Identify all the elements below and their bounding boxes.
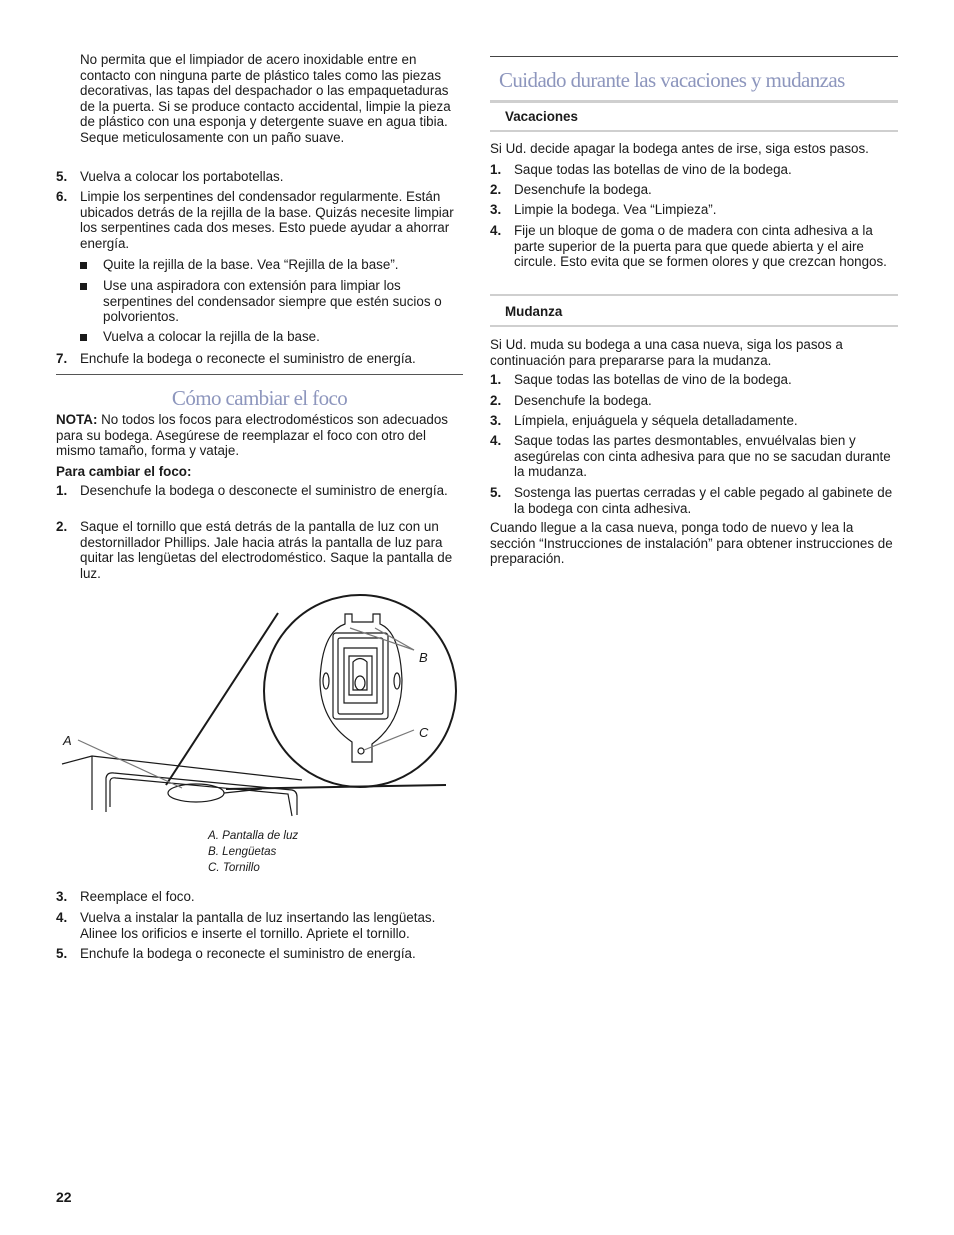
subheading-vacaciones: Vacaciones bbox=[505, 109, 578, 124]
section-heading-focus: Cómo cambiar el foco bbox=[171, 386, 348, 410]
step-item: 5. Enchufe la bodega o reconecte el suministro de energía. bbox=[56, 946, 416, 961]
nota-text: No todos los focos para electrodomésticos son adecuados para su bodega. Asegúrese de reemplazar el foco con otro del mismo tamaño, forma y vataje. bbox=[56, 412, 448, 459]
step-item: 2. Desenchufe la bodega. bbox=[490, 182, 652, 197]
vacaciones-intro: Si Ud. decide apagar la bodega antes de irse, siga estos pasos. bbox=[490, 141, 869, 156]
bullet-item: Use una aspiradora con extensión para limpiar los serpentines del condensador siempre que estén sucios o polvorientos. bbox=[80, 278, 463, 325]
section-divider bbox=[56, 374, 463, 375]
subheading-band-vacaciones bbox=[490, 104, 898, 132]
step-item: 7. Enchufe la bodega o reconecte el suministro de energía. bbox=[56, 351, 416, 366]
subheading-para-cambiar: Para cambiar el foco: bbox=[56, 464, 192, 479]
step-item: 3. Reemplace el foco. bbox=[56, 889, 195, 904]
step-item: 4. Vuelva a instalar la pantalla de luz insertando las lengüetas. Alinee los orificios e inserte el tornillo. Apriete el tornillo. bbox=[56, 910, 436, 941]
bullet-square-icon bbox=[80, 334, 87, 341]
step-item: 1. Saque todas las botellas de vino de la bodega. bbox=[490, 162, 792, 177]
subheading-mudanza: Mudanza bbox=[505, 304, 563, 319]
step-item: 6. Limpie los serpentines del condensador regularmente. Están ubicados detrás de la rejilla de la base. Quizás necesite limpiar los serpentines cada dos meses. Esto puede ayudar a ahorrar energía. bbox=[56, 189, 454, 251]
illustration-label-c: C bbox=[419, 725, 429, 740]
section-top-rule bbox=[490, 56, 898, 57]
illustration-caption: A. Pantalla de luz B. Lengüetas C. Tornillo bbox=[208, 829, 299, 874]
step-item: 5. Sostenga las puertas cerradas y el cable pegado al gabinete de la bodega con cinta adhesiva. bbox=[490, 485, 893, 516]
step-item: 3. Limpie la bodega. Vea “Limpieza”. bbox=[490, 202, 717, 217]
step-item: 4. Fije un bloque de goma o de madera con cinta adhesiva a la parte superior de la puerta para que quede abierta y el aire circule. Esto evita que se formen olores y que crezcan hongos. bbox=[490, 223, 887, 270]
step-item: 4. Saque todas las partes desmontables, envuélvalas bien y asegúrelas con cinta adhesiva para que no se sacudan durante la mudanza. bbox=[490, 433, 891, 480]
subheading-rule bbox=[490, 294, 898, 296]
subheading-band-mudanza bbox=[490, 297, 898, 327]
section-heading-vacaciones-mudanzas: Cuidado durante las vacaciones y mudanzas bbox=[499, 68, 845, 92]
light-shield-illustration bbox=[56, 588, 466, 828]
bullet-square-icon bbox=[80, 283, 87, 290]
step-item: 3. Límpiela, enjuáguela y séquela detalladamente. bbox=[490, 413, 798, 428]
nota-paragraph bbox=[56, 412, 463, 459]
illustration-label-b: B bbox=[419, 650, 428, 665]
heading-underline bbox=[490, 100, 898, 103]
bullet-item: Quite la rejilla de la base. Vea “Rejilla de la base”. bbox=[80, 257, 463, 273]
bullet-item: Vuelva a colocar la rejilla de la base. bbox=[80, 329, 463, 345]
step-item: 2. Desenchufe la bodega. bbox=[490, 393, 652, 408]
illustration-label-a: A bbox=[63, 733, 72, 748]
step-item: 5. Vuelva a colocar los portabotellas. bbox=[56, 169, 284, 184]
mudanza-intro: Si Ud. muda su bodega a una casa nueva, siga los pasos a continuación para prepararse para la mudanza. bbox=[490, 337, 843, 368]
mudanza-closing-paragraph: Cuando llegue a la casa nueva, ponga todo de nuevo y lea la sección “Instrucciones de instalación” para obtener instrucciones de preparación. bbox=[490, 520, 893, 567]
nota-label: NOTA: bbox=[56, 412, 98, 427]
page-number: 22 bbox=[56, 1189, 72, 1205]
bullet-square-icon bbox=[80, 262, 87, 269]
step-item: 1. Desenchufe la bodega o desconecte el suministro de energía. bbox=[56, 483, 448, 498]
step-item: 2. Saque el tornillo que está detrás de la pantalla de luz con un destornillador Phillips. Jale hacia atrás la pantalla de luz para quitar las lengüetas del electrodoméstico. Saque la pantalla de luz. bbox=[56, 519, 453, 581]
step-item: 1. Saque todas las botellas de vino de la bodega. bbox=[490, 372, 792, 387]
stainless-warning-paragraph: No permita que el limpiador de acero inoxidable entre en contacto con ninguna parte de plástico tales como las piezas decorativas, las tapas del despachador o las empaquetaduras de la puerta. Si se produce contacto accidental, limpie la pieza de plástico con una esponja y detergente suave en agua tibia. Seque meticulosamente con un paño suave. bbox=[80, 52, 451, 145]
